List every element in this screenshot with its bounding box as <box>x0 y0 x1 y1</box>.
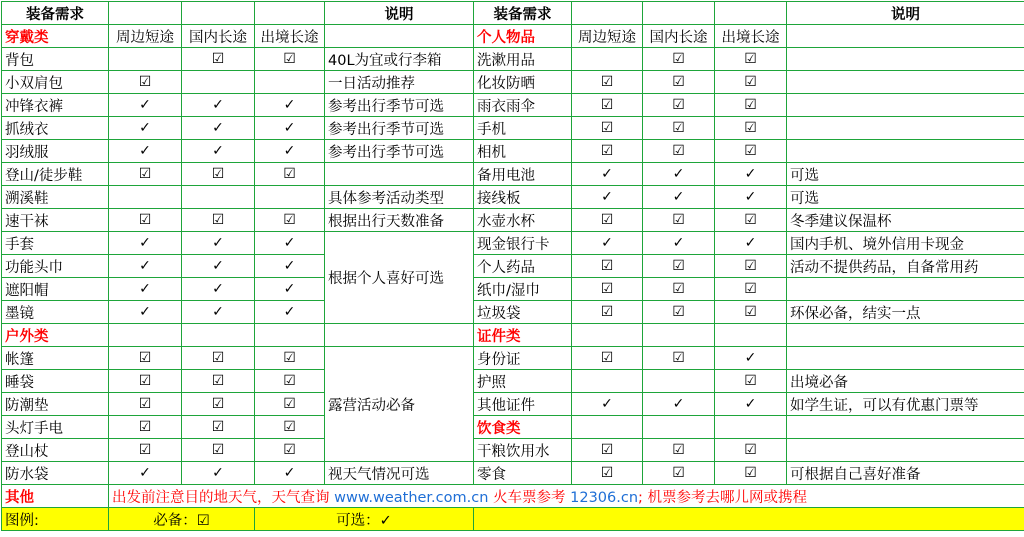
item-note: 可选 <box>787 186 1024 209</box>
other-text-1: 出发前注意目的地天气，天气查询 <box>112 490 334 506</box>
blank <box>572 416 643 439</box>
header-blank <box>182 2 255 25</box>
item-note <box>787 94 1024 117</box>
mark-domestic: ☑ <box>182 163 255 186</box>
mark-domestic: ☑ <box>643 301 715 324</box>
col-short: 周边短途 <box>572 25 643 48</box>
blank <box>715 324 787 347</box>
item-note: 环保必备，结实一点 <box>787 301 1024 324</box>
mark-abroad: ✓ <box>715 232 787 255</box>
table-row <box>2 94 1024 117</box>
mark-abroad: ✓ <box>255 462 325 485</box>
mark-short <box>109 48 182 71</box>
item-note: 国内手机、境外信用卡现金 <box>787 232 1024 255</box>
mark-short <box>572 370 643 393</box>
blank <box>255 324 325 347</box>
train-link[interactable]: 12306.cn <box>570 490 638 506</box>
table-row <box>2 232 1024 255</box>
mark-short: ✓ <box>572 163 643 186</box>
header-note: 说明 <box>787 2 1024 25</box>
mark-abroad: ✓ <box>255 301 325 324</box>
mark-abroad: ☑ <box>255 347 325 370</box>
packing-checklist-table <box>1 1 1024 531</box>
mark-short: ☑ <box>572 439 643 462</box>
mark-domestic: ✓ <box>182 94 255 117</box>
header-blank <box>715 2 787 25</box>
item-name: 身份证 <box>474 347 572 370</box>
mark-abroad <box>255 71 325 94</box>
item-note: 冬季建议保温杯 <box>787 209 1024 232</box>
item-name: 护照 <box>474 370 572 393</box>
header-blank <box>109 2 182 25</box>
blank <box>572 324 643 347</box>
mark-short: ✓ <box>109 232 182 255</box>
mark-short: ☑ <box>572 94 643 117</box>
mark-short: ✓ <box>572 393 643 416</box>
mark-abroad: ☑ <box>255 48 325 71</box>
mark-abroad: ✓ <box>255 140 325 163</box>
category-docs: 证件类 <box>474 324 572 347</box>
item-name: 化妆防晒 <box>474 71 572 94</box>
item-name: 干粮饮用水 <box>474 439 572 462</box>
category-personal: 个人物品 <box>474 25 572 48</box>
blank <box>643 324 715 347</box>
mark-short: ✓ <box>109 301 182 324</box>
mark-domestic: ✓ <box>182 278 255 301</box>
other-text-2: 火车票参考 <box>488 490 570 506</box>
legend-blank <box>474 508 1024 531</box>
mark-domestic: ☑ <box>643 48 715 71</box>
header-blank <box>643 2 715 25</box>
table-row <box>2 140 1024 163</box>
blank <box>182 324 255 347</box>
mark-abroad: ✓ <box>255 117 325 140</box>
note-cell <box>787 25 1024 48</box>
blank <box>325 324 474 347</box>
mark-short: ✓ <box>109 94 182 117</box>
mark-short: ☑ <box>109 439 182 462</box>
item-note <box>325 163 474 186</box>
mark-abroad: ✓ <box>255 255 325 278</box>
header-note: 说明 <box>325 2 474 25</box>
item-name: 睡袋 <box>2 370 109 393</box>
mark-domestic <box>182 71 255 94</box>
table-row <box>2 370 1024 393</box>
item-note: 一日活动推荐 <box>325 71 474 94</box>
blank <box>787 324 1024 347</box>
mark-domestic: ✓ <box>182 462 255 485</box>
mark-abroad: ✓ <box>255 94 325 117</box>
table-row <box>2 301 1024 324</box>
mark-abroad: ☑ <box>255 209 325 232</box>
item-note <box>787 48 1024 71</box>
header-item: 装备需求 <box>2 2 109 25</box>
table-row <box>2 439 1024 462</box>
item-name: 羽绒服 <box>2 140 109 163</box>
mark-abroad: ☑ <box>255 393 325 416</box>
item-note: 出境必备 <box>787 370 1024 393</box>
mark-abroad: ☑ <box>715 370 787 393</box>
mark-abroad: ☑ <box>255 416 325 439</box>
item-note: 可根据自己喜好准备 <box>787 462 1024 485</box>
item-name: 登山杖 <box>2 439 109 462</box>
mark-domestic: ☑ <box>643 347 715 370</box>
mark-short: ☑ <box>109 71 182 94</box>
mark-abroad: ☑ <box>715 117 787 140</box>
note-cell <box>325 25 474 48</box>
category-food: 饮食类 <box>474 416 572 439</box>
item-note: 露营活动必备 <box>325 347 474 462</box>
mark-short: ☑ <box>109 163 182 186</box>
item-note <box>787 117 1024 140</box>
item-note: 视天气情况可选 <box>325 462 474 485</box>
mark-abroad <box>255 186 325 209</box>
category-outdoor: 户外类 <box>2 324 109 347</box>
other-row <box>2 485 1024 508</box>
mark-domestic: ☑ <box>643 439 715 462</box>
col-abroad: 出境长途 <box>255 25 325 48</box>
weather-link[interactable]: www.weather.com.cn <box>334 490 488 506</box>
item-name: 接线板 <box>474 186 572 209</box>
mark-short: ☑ <box>572 117 643 140</box>
col-domestic: 国内长途 <box>643 25 715 48</box>
table-row <box>2 255 1024 278</box>
mark-abroad: ☑ <box>715 301 787 324</box>
item-note: 参考出行季节可选 <box>325 140 474 163</box>
item-note <box>787 347 1024 370</box>
mark-short: ☑ <box>109 393 182 416</box>
mark-domestic: ☑ <box>643 117 715 140</box>
mark-short: ☑ <box>109 347 182 370</box>
mark-domestic: ☑ <box>182 347 255 370</box>
item-name: 遮阳帽 <box>2 278 109 301</box>
item-note <box>787 278 1024 301</box>
mark-domestic: ✓ <box>643 186 715 209</box>
item-note: 参考出行季节可选 <box>325 94 474 117</box>
item-name: 垃圾袋 <box>474 301 572 324</box>
table-row <box>2 324 1024 347</box>
mark-domestic: ☑ <box>643 462 715 485</box>
item-note: 40L为宜或行李箱 <box>325 48 474 71</box>
mark-domestic: ☑ <box>182 370 255 393</box>
mark-short: ☑ <box>572 301 643 324</box>
legend-required: 必备：☑ <box>109 508 255 531</box>
table-row <box>2 209 1024 232</box>
mark-domestic: ☑ <box>643 140 715 163</box>
mark-short: ✓ <box>109 255 182 278</box>
item-name: 备用电池 <box>474 163 572 186</box>
mark-abroad: ☑ <box>715 255 787 278</box>
mark-short: ✓ <box>109 140 182 163</box>
mark-domestic: ☑ <box>182 416 255 439</box>
header-blank <box>572 2 643 25</box>
table-row <box>2 71 1024 94</box>
item-note: 根据个人喜好可选 <box>325 232 474 324</box>
item-name: 手机 <box>474 117 572 140</box>
table-row <box>2 462 1024 485</box>
mark-short: ☑ <box>572 140 643 163</box>
table-row <box>2 278 1024 301</box>
mark-abroad: ☑ <box>715 48 787 71</box>
mark-domestic: ✓ <box>643 163 715 186</box>
table-row <box>2 186 1024 209</box>
legend-optional: 可选：✓ <box>255 508 474 531</box>
table-row <box>2 25 1024 48</box>
other-label: 其他 <box>2 485 109 508</box>
mark-short <box>572 48 643 71</box>
item-name: 抓绒衣 <box>2 117 109 140</box>
mark-abroad: ✓ <box>715 393 787 416</box>
table-row <box>2 347 1024 370</box>
mark-abroad: ☑ <box>715 439 787 462</box>
mark-domestic: ☑ <box>182 439 255 462</box>
mark-short: ☑ <box>572 462 643 485</box>
item-name: 相机 <box>474 140 572 163</box>
mark-domestic: ✓ <box>643 393 715 416</box>
col-domestic: 国内长途 <box>182 25 255 48</box>
mark-short: ☑ <box>109 370 182 393</box>
blank <box>109 324 182 347</box>
mark-short: ☑ <box>572 347 643 370</box>
mark-domestic: ✓ <box>182 301 255 324</box>
item-name: 登山/徒步鞋 <box>2 163 109 186</box>
table-row <box>2 163 1024 186</box>
mark-short <box>109 186 182 209</box>
item-name: 帐篷 <box>2 347 109 370</box>
item-name: 墨镜 <box>2 301 109 324</box>
header-item: 装备需求 <box>474 2 572 25</box>
category-wear: 穿戴类 <box>2 25 109 48</box>
table-row <box>2 48 1024 71</box>
mark-short: ✓ <box>572 186 643 209</box>
item-name: 个人药品 <box>474 255 572 278</box>
item-note: 根据出行天数准备 <box>325 209 474 232</box>
mark-domestic: ☑ <box>643 255 715 278</box>
item-name: 零食 <box>474 462 572 485</box>
mark-domestic: ☑ <box>182 209 255 232</box>
other-text <box>109 485 1024 508</box>
item-name: 背包 <box>2 48 109 71</box>
item-name: 小双肩包 <box>2 71 109 94</box>
item-name: 溯溪鞋 <box>2 186 109 209</box>
legend-label: 图例: <box>2 508 109 531</box>
mark-domestic <box>643 370 715 393</box>
mark-abroad: ✓ <box>255 232 325 255</box>
mark-domestic: ✓ <box>643 232 715 255</box>
item-name: 头灯手电 <box>2 416 109 439</box>
mark-abroad: ☑ <box>255 370 325 393</box>
item-name: 纸巾/湿巾 <box>474 278 572 301</box>
header-blank <box>255 2 325 25</box>
col-abroad: 出境长途 <box>715 25 787 48</box>
table-row <box>2 393 1024 416</box>
mark-abroad: ☑ <box>715 140 787 163</box>
blank <box>715 416 787 439</box>
mark-short: ☑ <box>572 209 643 232</box>
item-name: 雨衣雨伞 <box>474 94 572 117</box>
table-row <box>2 117 1024 140</box>
mark-short: ☑ <box>572 71 643 94</box>
item-name: 洗漱用品 <box>474 48 572 71</box>
blank <box>787 416 1024 439</box>
item-note <box>787 71 1024 94</box>
mark-domestic: ☑ <box>643 71 715 94</box>
mark-domestic: ☑ <box>643 94 715 117</box>
item-name: 速干袜 <box>2 209 109 232</box>
table-row <box>2 2 1024 25</box>
blank <box>643 416 715 439</box>
mark-domestic: ☑ <box>182 48 255 71</box>
mark-abroad: ☑ <box>715 278 787 301</box>
mark-abroad: ☑ <box>255 439 325 462</box>
item-name: 防水袋 <box>2 462 109 485</box>
item-name: 其他证件 <box>474 393 572 416</box>
mark-abroad: ✓ <box>255 278 325 301</box>
mark-domestic: ☑ <box>643 209 715 232</box>
item-name: 现金银行卡 <box>474 232 572 255</box>
item-note: 可选 <box>787 163 1024 186</box>
mark-short: ☑ <box>109 209 182 232</box>
mark-domestic: ✓ <box>182 255 255 278</box>
item-note: 参考出行季节可选 <box>325 117 474 140</box>
mark-short: ✓ <box>109 117 182 140</box>
mark-abroad: ✓ <box>715 163 787 186</box>
mark-abroad: ☑ <box>715 209 787 232</box>
item-note: 活动不提供药品，自备常用药 <box>787 255 1024 278</box>
col-short: 周边短途 <box>109 25 182 48</box>
mark-short: ☑ <box>109 416 182 439</box>
item-name: 冲锋衣裤 <box>2 94 109 117</box>
mark-abroad: ✓ <box>715 347 787 370</box>
mark-short: ✓ <box>109 278 182 301</box>
mark-short: ✓ <box>109 462 182 485</box>
mark-domestic: ✓ <box>182 140 255 163</box>
mark-short: ☑ <box>572 255 643 278</box>
mark-abroad: ✓ <box>715 186 787 209</box>
mark-short: ☑ <box>572 278 643 301</box>
mark-abroad: ☑ <box>715 462 787 485</box>
other-text-3: ; 机票参考去哪儿网或携程 <box>638 490 807 506</box>
mark-short: ✓ <box>572 232 643 255</box>
mark-domestic: ☑ <box>182 393 255 416</box>
legend-row <box>2 508 1024 531</box>
mark-abroad: ☑ <box>715 94 787 117</box>
item-name: 功能头巾 <box>2 255 109 278</box>
mark-domestic <box>182 186 255 209</box>
item-name: 防潮垫 <box>2 393 109 416</box>
item-note <box>787 439 1024 462</box>
item-name: 手套 <box>2 232 109 255</box>
item-note: 如学生证，可以有优惠门票等 <box>787 393 1024 416</box>
table-row <box>2 416 1024 439</box>
item-note: 具体参考活动类型 <box>325 186 474 209</box>
mark-abroad: ☑ <box>715 71 787 94</box>
mark-domestic: ☑ <box>643 278 715 301</box>
mark-domestic: ✓ <box>182 232 255 255</box>
item-note <box>787 140 1024 163</box>
item-name: 水壶水杯 <box>474 209 572 232</box>
mark-abroad: ☑ <box>255 163 325 186</box>
mark-domestic: ✓ <box>182 117 255 140</box>
